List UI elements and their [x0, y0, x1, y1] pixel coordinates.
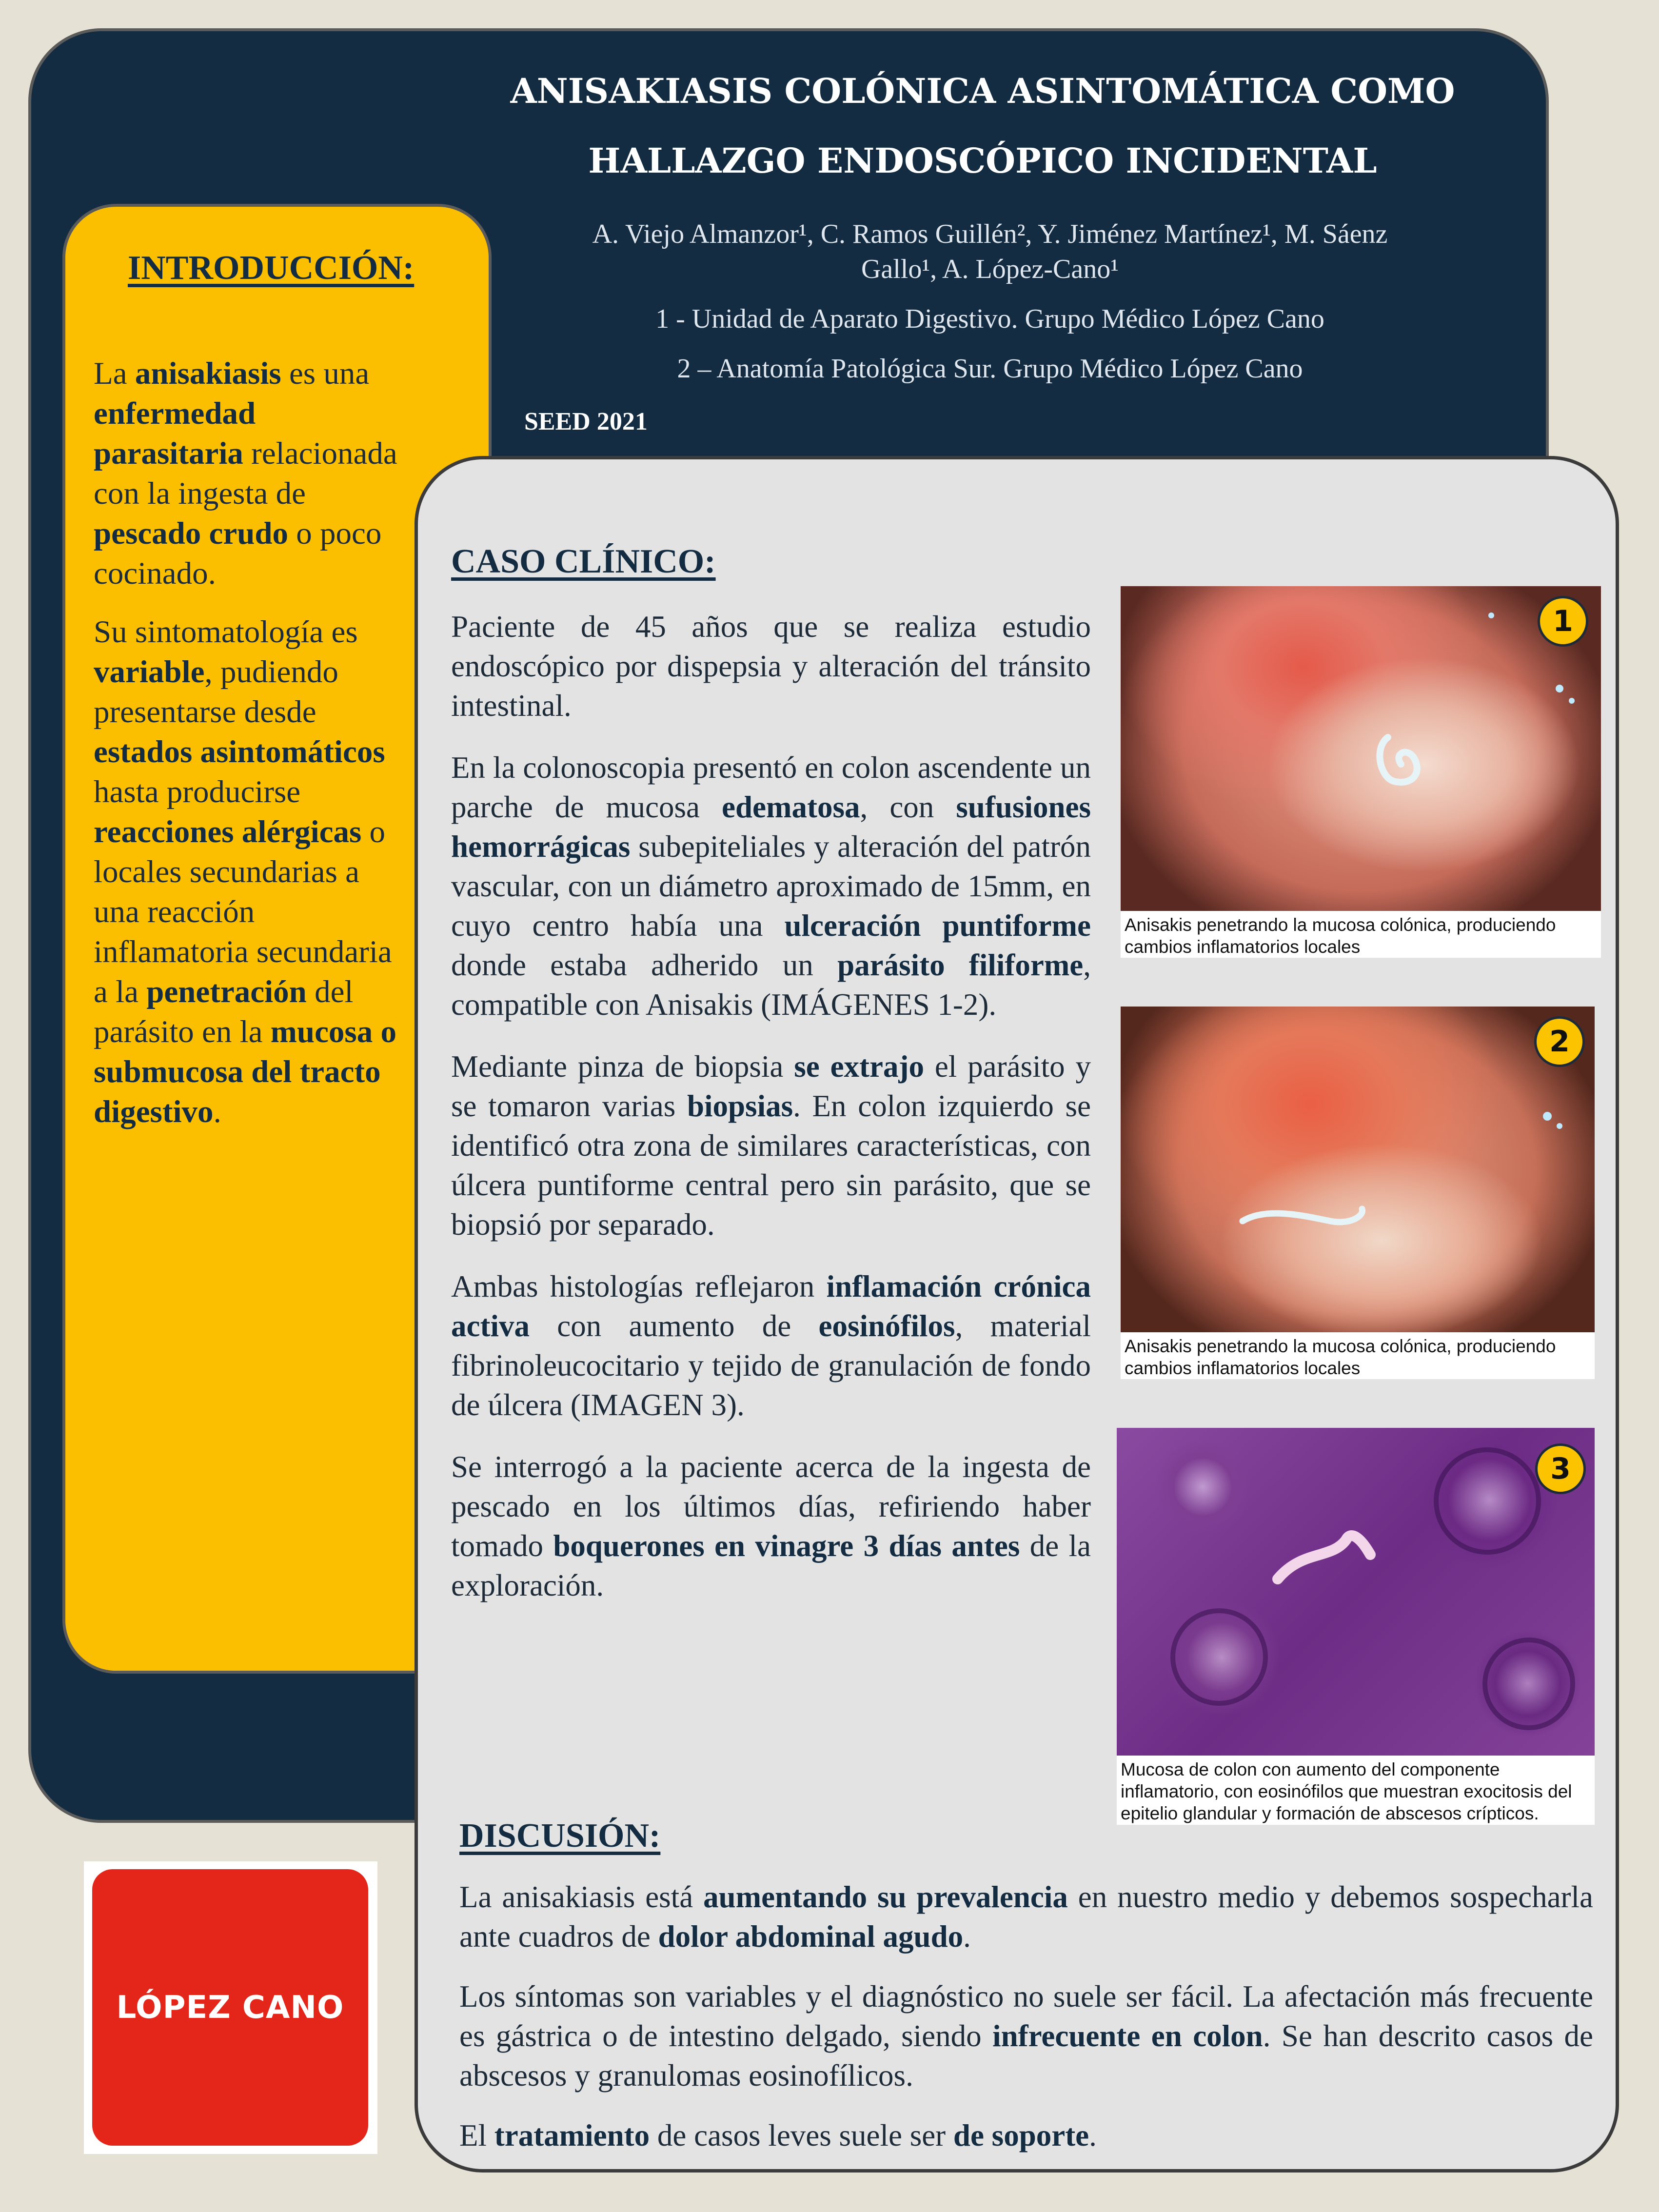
caso-heading: CASO CLÍNICO: — [451, 543, 716, 580]
endoscopy-image-2 — [1121, 1007, 1595, 1332]
discusion-paragraph-3: El tratamiento de casos leves suele ser de soporte. — [459, 2118, 1097, 2153]
discusion-body — [459, 1877, 1593, 2176]
caso-paragraph-1: Paciente de 45 años que se realiza estudio endoscópico por dispepsia y alteración del tránsito intestinal. — [451, 610, 1091, 723]
figure-badge-3: 3 — [1535, 1443, 1586, 1494]
intro-paragraph-2: Su sintomatología es variable, pudiendo presentarse desde estados asintomáticos hasta producirse reacciones alérgicas o locales secundarias a una reacción inflamatoria secundaria a la penetración del parásito en la mucosa o submucosa del tracto digestivo. — [94, 614, 396, 1129]
anisakis-worm-illustration — [1121, 1007, 1595, 1332]
anisakis-worm-illustration — [1121, 586, 1601, 911]
event-label: SEED 2021 — [524, 408, 648, 435]
intro-body — [94, 354, 406, 1150]
discusion-heading: DISCUSIÓN: — [459, 1817, 661, 1855]
figure-badge-2: 2 — [1534, 1016, 1585, 1067]
caso-paragraph-3: Mediante pinza de biopsia se extrajo el parásito y se tomaron varias biopsias. En colon izquierdo se identificó otra zona de similares características, con úlcera puntiforme central pero sin parásito, que se biopsió por separado. — [451, 1049, 1091, 1242]
figure-caption-3: Mucosa de colon con aumento del componente inflamatorio, con eosinófilos que muestran exocitosis del epitelio glandular y formación de abscesos crípticos. — [1117, 1756, 1595, 1825]
lopez-cano-logo — [92, 1869, 368, 2146]
figure-caption-2: Anisakis penetrando la mucosa colónica, produciendo cambios inflamatorios locales — [1121, 1332, 1595, 1379]
poster-title-line-2: HALLAZGO ENDOSCÓPICO INCIDENTAL — [588, 140, 1377, 181]
intro-heading: INTRODUCCIÓN: — [128, 249, 415, 287]
affiliation-1: 1 - Unidad de Aparato Digestivo. Grupo Médico López Cano — [655, 304, 1324, 334]
histology-texture — [1117, 1428, 1595, 1756]
caso-paragraph-5: Se interrogó a la paciente acerca de la ingesta de pescado en los últimos días, refiriendo haber tomado boquerones en vinagre 3 días antes de la exploración. — [451, 1450, 1091, 1602]
poster-title-line-1: ANISAKIASIS COLÓNICA ASINTOMÁTICA COMO — [510, 71, 1455, 111]
intro-paragraph-1: La anisakiasis es una enfermedad parasitaria relacionada con la ingesta de pescado crudo o poco cocinado. — [94, 356, 397, 591]
caso-paragraph-2: En la colonoscopia presentó en colon ascendente un parche de mucosa edematosa, con sufusiones hemorrágicas subepiteliales y alteración del patrón vascular, con un diámetro aproximado de 15mm, en cuyo centro había una ulceración puntiforme donde estaba adherido un parásito filiforme, compatible con Anisakis (IMÁGENES 1-2). — [451, 750, 1091, 1022]
authors-line-2: Gallo¹, A. López-Cano¹ — [861, 254, 1119, 284]
discusion-paragraph-2: Los síntomas son variables y el diagnóstico no suele ser fácil. La afectación más frecuente es gástrica o de intestino delgado, siendo infrecuente en colon. Se han descrito casos de abscesos y granulomas eosinofílicos. — [459, 1979, 1593, 2093]
figure-badge-1: 1 — [1538, 596, 1588, 647]
caso-paragraph-4: Ambas histologías reflejaron inflamación crónica activa con aumento de eosinófilos, material fibrinoleucocitario y tejido de granulación de fondo de úlcera (IMAGEN 3). — [451, 1269, 1091, 1422]
logo-text: LÓPEZ CANO — [116, 1989, 344, 2026]
affiliation-2: 2 – Anatomía Patológica Sur. Grupo Médico López Cano — [677, 354, 1303, 384]
caso-body — [451, 607, 1091, 1628]
authors-line-1: A. Viejo Almanzor¹, C. Ramos Guillén², Y. Jiménez Martínez¹, M. Sáenz — [592, 219, 1388, 249]
histology-image-3 — [1117, 1428, 1595, 1756]
discusion-paragraph-1: La anisakiasis está aumentando su prevalencia en nuestro medio y debemos sospecharla ante cuadros de dolor abdominal agudo. — [459, 1880, 1593, 1954]
figure-caption-1: Anisakis penetrando la mucosa colónica, produciendo cambios inflamatorios locales — [1121, 911, 1601, 958]
endoscopy-image-1 — [1121, 586, 1601, 911]
